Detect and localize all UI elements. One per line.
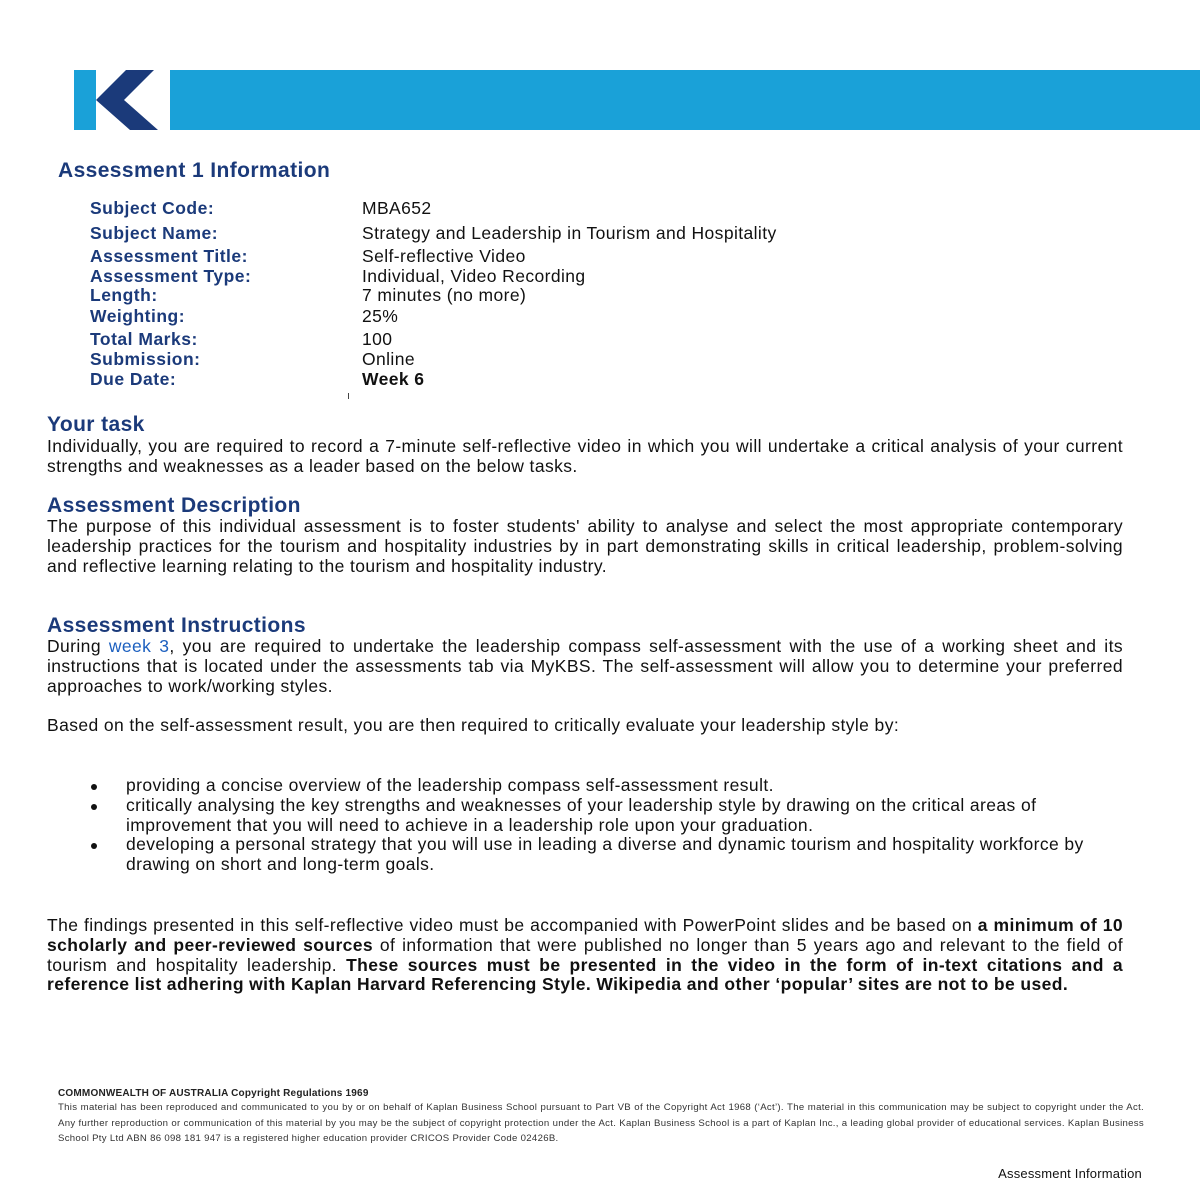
info-value: 25% [362, 306, 399, 326]
info-row-subject-code [90, 198, 990, 219]
copyright-notice [58, 1087, 1144, 1147]
info-row-length [90, 285, 990, 306]
instructions-bold-text: a minimum of 10 scholarly and peer-reviewed sources [47, 915, 1123, 955]
logo-chevron [96, 70, 158, 130]
bullet-icon [91, 804, 97, 810]
info-row-due-date [90, 369, 990, 390]
info-value: MBA652 [362, 198, 432, 218]
info-value: Self-reflective Video [362, 246, 526, 266]
instructions-bold-text: These sources must be presented in the video in the form of in-text citations and a reference list adhering with Kaplan Harvard Referencing Style. Wikipedia and other ‘popular’ sites are not to be used. [47, 954, 1123, 995]
info-row-submission [90, 349, 990, 370]
info-value: Online [362, 349, 415, 369]
task-text: Individually, you are required to record a 7-minute self-reflective video in which you will undertake a critical analysis of your current strengths and weaknesses as a leader based on the below tasks. [47, 436, 1123, 476]
list-item [47, 796, 1123, 836]
copyright-title: COMMONWEALTH OF AUSTRALIA Copyright Regulations 1969 [58, 1088, 369, 1099]
info-value: Strategy and Leadership in Tourism and Hospitality [362, 223, 777, 243]
info-row-assessment-title [90, 246, 990, 267]
info-label: Subject Code: [90, 198, 215, 218]
info-value: 100 [362, 329, 393, 349]
bullet-icon [91, 784, 97, 790]
info-label: Length: [90, 285, 158, 305]
instructions-paragraph-3 [47, 916, 1123, 995]
instructions-paragraph-2: Based on the self-assessment result, you are then required to critically evaluate your leadership style by: [47, 715, 900, 735]
info-row-total-marks [90, 329, 990, 350]
instructions-paragraph-1 [47, 637, 1123, 696]
info-label: Due Date: [90, 369, 177, 389]
week-3-link[interactable]: week 3 [108, 636, 170, 656]
info-label: Weighting: [90, 306, 186, 326]
kaplan-logo [74, 70, 164, 130]
info-label: Assessment Type: [90, 266, 252, 286]
info-row-weighting [90, 306, 990, 327]
page-footer: Assessment Information [998, 1166, 1142, 1181]
description-text: The purpose of this individual assessment is to foster students' ability to analyse and select the most appropriate contemporary leadership practices for the tourism and hospitality industries by in part demonstrating skills in critical leadership, problem-solving and reflective learning relating to the tourism and hospitality industry. [47, 516, 1123, 576]
page-title: Assessment 1 Information [58, 159, 331, 182]
instructions-bullet-list [47, 776, 1123, 875]
info-value: 7 minutes (no more) [362, 285, 527, 305]
header-banner [170, 70, 1200, 130]
logo-stem [74, 70, 96, 130]
info-label: Subject Name: [90, 223, 219, 243]
list-item-text: critically analysing the key strengths and weaknesses of your leadership style by drawing on the critical areas of improvement that you will need to achieve in a leadership role upon your graduation. [126, 794, 1037, 835]
list-item-text: developing a personal strategy that you will use in leading a diverse and dynamic tourism and hospitality workforce by drawing on short and long-term goals. [126, 834, 1084, 875]
table-rule [348, 393, 349, 399]
instructions-text: The findings presented in this self-reflective video must be accompanied with PowerPoint slides and be based on [47, 915, 978, 935]
info-label: Assessment Title: [90, 246, 248, 266]
copyright-body: This material has been reproduced and communicated to you by or on behalf of Kaplan Business School pursuant to Part VB of the Copyright Act 1968 (‘Act’). The material in this communication may be subject to copyright under the Act. Any further reproduction or communication of this material by you may be the subject of copyright protection under the Act. Kaplan Business School is a part of Kaplan Inc., a leading global provider of educational services. Kaplan Business School Pty Ltd ABN 86 098 181 947 is a registered higher education provider CRICOS Provider Code 02426B. [58, 1102, 1144, 1145]
instructions-heading: Assessment Instructions [47, 614, 306, 637]
bullet-icon [91, 843, 97, 849]
instructions-text: During [47, 636, 109, 656]
list-item [47, 835, 1123, 875]
instructions-text: , you are required to undertake the leadership compass self-assessment with the use of a working sheet and its instructions that is located under the assessments tab via MyKBS. The self-assessment will allow you to determine your preferred approaches to work/working styles. [47, 636, 1124, 696]
info-value: Week 6 [362, 369, 425, 389]
info-value: Individual, Video Recording [362, 266, 586, 286]
task-heading: Your task [47, 413, 145, 436]
info-label: Submission: [90, 349, 201, 369]
list-item [47, 776, 1123, 796]
info-row-subject-name [90, 223, 990, 244]
info-row-assessment-type [90, 266, 990, 287]
info-label: Total Marks: [90, 329, 198, 349]
description-heading: Assessment Description [47, 494, 301, 517]
list-item-text: providing a concise overview of the leadership compass self-assessment result. [126, 775, 774, 795]
instructions-text: of information that were published no longer than 5 years ago and relevant to the field of tourism and hospitality leadership. [47, 934, 1123, 975]
